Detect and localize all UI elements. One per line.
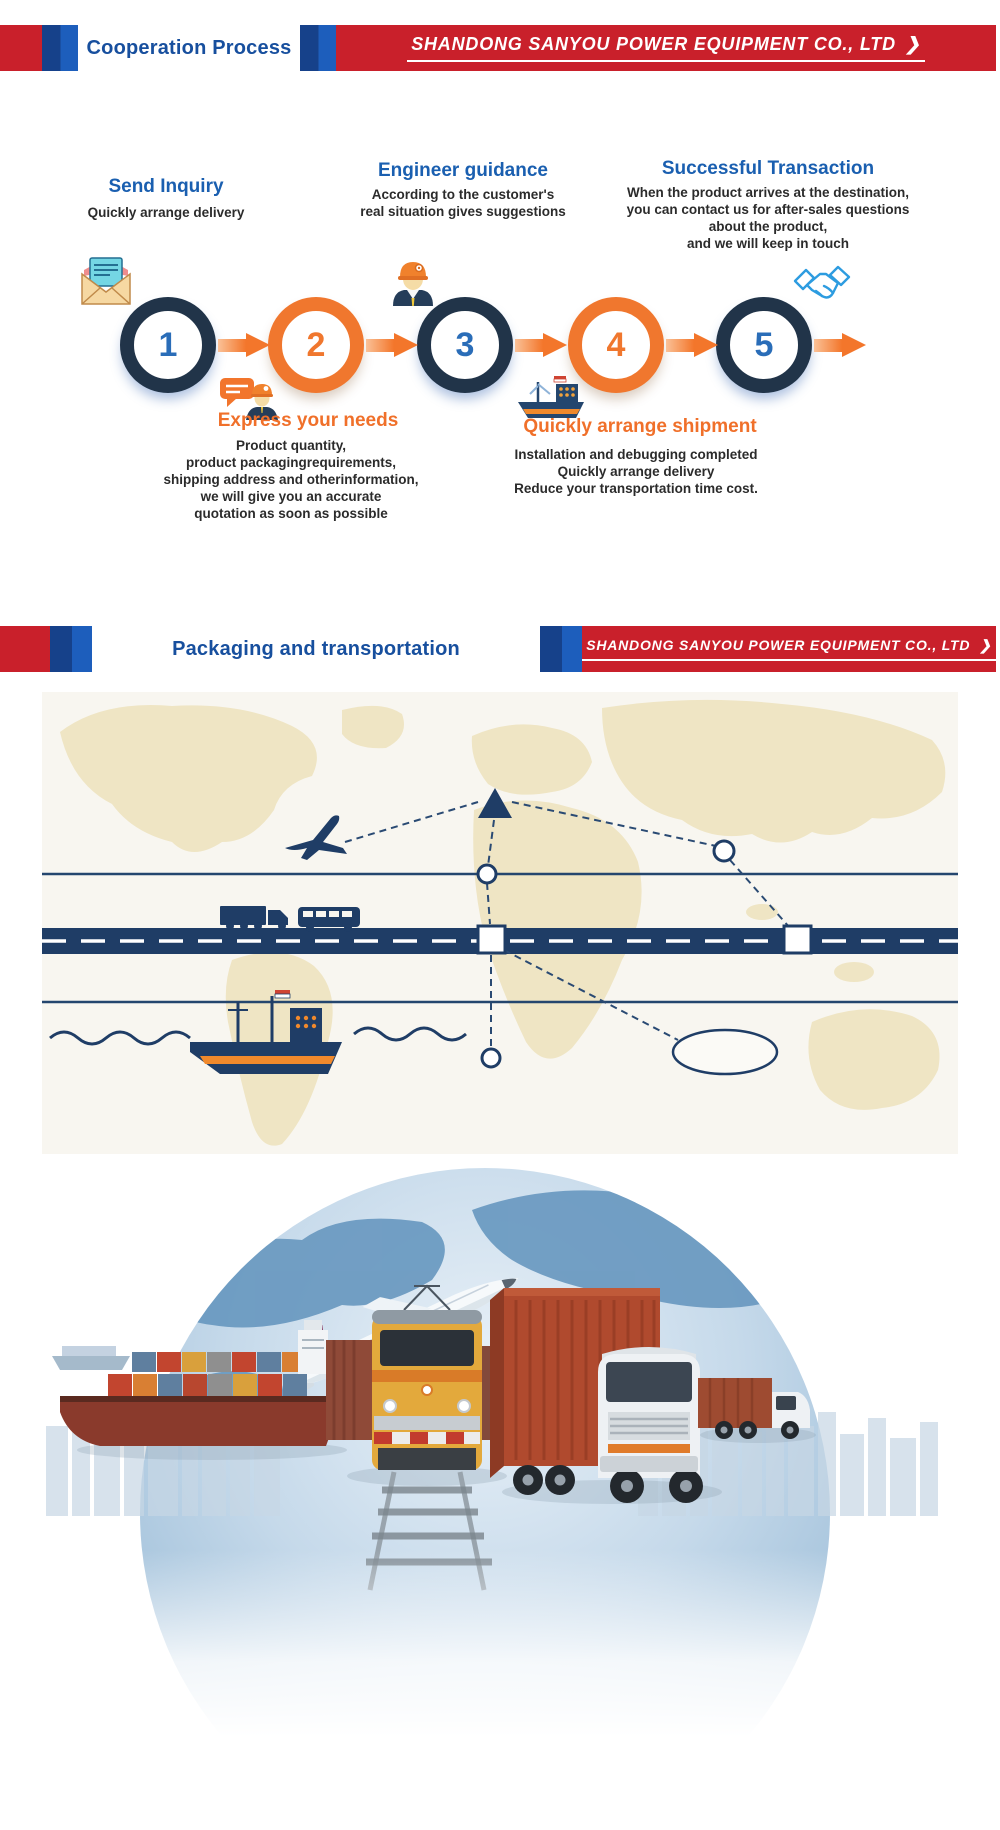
- banner-blue-stripe: [300, 25, 336, 71]
- arrow-right-icon: [814, 333, 866, 357]
- step5-ring: [716, 297, 812, 393]
- step5-desc: When the product arrives at the destination, you can contact us for after-sales questions about the product, and we will keep in touch: [626, 185, 910, 251]
- cargo-ship-icon: [516, 372, 586, 420]
- envelope-icon: [80, 254, 132, 306]
- banner-packaging-transportation: [0, 626, 996, 672]
- chevron-right-icon: ❯: [904, 34, 921, 54]
- step2-ring: [268, 297, 364, 393]
- step4-number: 4: [606, 325, 626, 364]
- company-name: SHANDONG SANYOU POWER EQUIPMENT CO., LTD ❯: [407, 34, 925, 62]
- step5-number: 5: [754, 325, 774, 364]
- banner-title-area: [92, 626, 540, 672]
- banner-blue-stripe: [42, 25, 78, 71]
- step2-number: 2: [306, 325, 326, 364]
- small-ship: [52, 1346, 130, 1370]
- step3-title: Engineer guidance: [378, 160, 548, 181]
- arrow-right-icon: [515, 333, 567, 357]
- banner-cooperation-process: [0, 25, 996, 71]
- engineer-icon: [390, 252, 436, 306]
- company-name: SHANDONG SANYOU POWER EQUIPMENT CO., LTD ❯: [582, 637, 996, 661]
- arrow-right-icon: [366, 333, 418, 357]
- logistics-map-illustration: [42, 692, 958, 1154]
- step1-title: Send Inquiry: [108, 176, 224, 197]
- step2-desc: Product quantity, product packagingrequirements, shipping address and otherinformation, we will give you an accurate quotation as soon as possible: [163, 438, 419, 521]
- arrow-right-icon: [218, 333, 270, 357]
- step1-ring: [120, 297, 216, 393]
- step3-number: 3: [455, 325, 475, 364]
- section-title: Cooperation Process: [86, 36, 292, 59]
- handshake-icon: [793, 262, 851, 310]
- banner-red-block: [0, 626, 50, 672]
- banner-red-block: [0, 25, 42, 71]
- step4-desc: Installation and debugging completed Quickly arrange delivery Reduce your transportation time cost.: [514, 447, 758, 496]
- section-title: Packaging and transportation: [172, 637, 460, 660]
- banner-blue-stripe: [540, 626, 582, 672]
- step5-title: Successful Transaction: [661, 158, 875, 179]
- step4-title: Quickly arrange shipment: [523, 416, 757, 437]
- step1-number: 1: [158, 325, 178, 364]
- company-banner: [582, 626, 996, 672]
- step3-desc: According to the customer's real situation gives suggestions: [360, 187, 566, 219]
- step3-ring: [417, 297, 513, 393]
- banner-title-area: [78, 25, 300, 71]
- step2-title: Express your needs: [217, 410, 399, 431]
- chevron-right-icon: ❯: [979, 637, 992, 653]
- transportation-photo: [42, 1160, 958, 1737]
- arrow-right-icon: [666, 333, 718, 357]
- company-banner: [336, 25, 996, 71]
- banner-blue-stripe: [50, 626, 92, 672]
- bottom-fade: [42, 1550, 958, 1737]
- step1-desc: Quickly arrange delivery: [87, 205, 245, 220]
